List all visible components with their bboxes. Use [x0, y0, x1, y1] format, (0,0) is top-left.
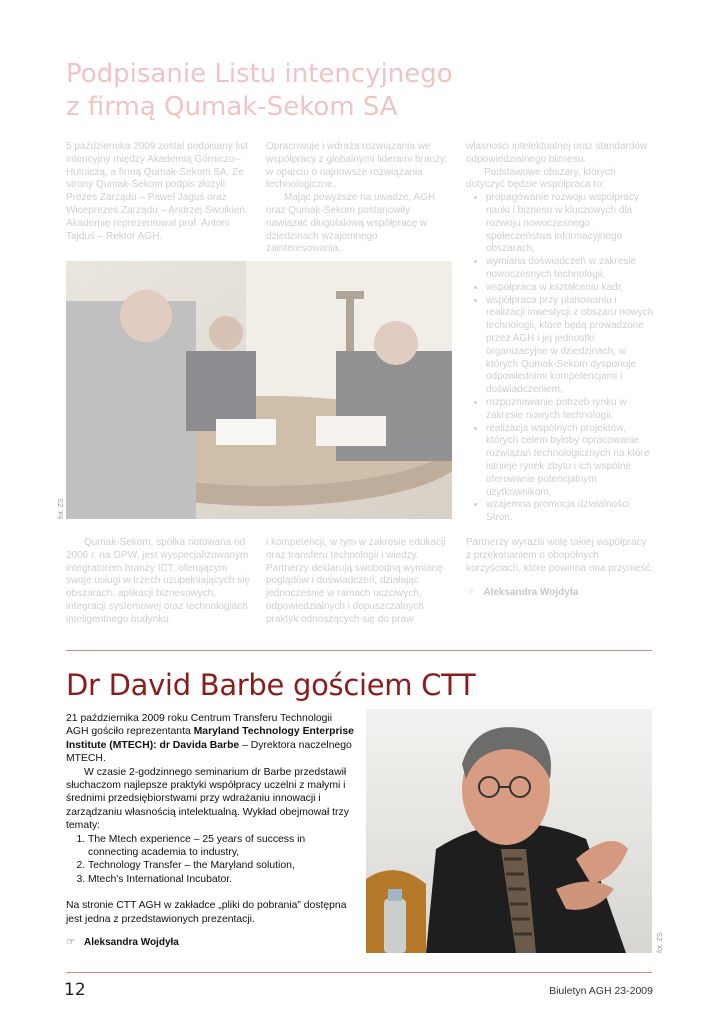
- article1-column-3: [466, 141, 654, 600]
- article1-title-line1: Podpisanie Listu intencyjnego: [66, 59, 453, 89]
- list-item: 2. Technology Transfer – the Maryland solution,: [88, 859, 356, 872]
- article2-p1-guest: Maryland Technology Enterprise Institute (MTECH): dr Davida Barbe: [66, 726, 354, 751]
- speaker-portrait-illustration: [366, 709, 652, 953]
- article1-col2-paragraph-2: Mając powyższe na uwadze, AGH oraz Qumak-Sekom postanowiły nawiązać długofalową współpracę w dziedzinach wzajemnego zainteresowania.: [266, 192, 436, 255]
- article1-col3-paragraph-1: własności intelektualnej oraz standardów odpowiedzialnego biznesu.: [466, 141, 648, 165]
- article1-title-line2: z firmą Qumak-Sekom SA: [66, 92, 398, 122]
- article1-photo-credit: fot. ZS: [58, 498, 65, 519]
- list-item: • współpraca w kształceniu kadr,: [486, 282, 654, 295]
- signing-ceremony-illustration: [66, 261, 452, 519]
- article1-col2-paragraph-1: Opracowuje i wdraża rozwiązania we współpracy z globalnymi liderami branży, w oparciu o najnowsze rozwiązania technologiczne.: [266, 141, 447, 191]
- list-item: • propagowanie rozwoju współpracy nauki i biznesu w kluczowych dla rozwoju nowoczesnego społeczeństwa informacyjnego obszarach,: [486, 192, 654, 256]
- section-divider: [66, 650, 652, 651]
- list-item: • wymiana doświadczeń w zakresie nowoczesnych technologii,: [486, 256, 654, 282]
- article2-author: Aleksandra Wojdyła: [84, 937, 179, 949]
- article1-lower-col1-paragraph: Qumak-Sekom, spółka notowana od 2006 r. na GPW, jest wyspecjalizowanym integratorem branży ICT, oferującym swoje usługi w trzech uzupełniających się obszarach: aplikacji biznesowych, integracji systemowej oraz technologiach inteligentnego budynku: [66, 537, 250, 625]
- article1-col1-paragraph: 5 października 2009 zostal podpisany list intencyjny między Akademią Górniczo--Hutniczą, a firmą Qumak-Sekom SA. Ze strony Qumak-Sekom podpis złożyli Prezes Zarządu – Paweł Jaguś oraz Wiceprezes Zarządu – Andrzej Swolkień. Akademię reprezentował prof. Antoni Tajduś – Rektor AGH.: [66, 141, 248, 242]
- article1-column-2: [266, 141, 452, 256]
- article1-col3-closing: Partnerzy wyrazili wolę takiej współpracy z przekonaniem o obopólnych korzyściach, które powinna ona przynieść.: [466, 536, 654, 574]
- article2-paragraph-2: W czasie 2-godzinnego seminarium dr Barbe przedstawił słuchaczom najlepsze praktyki współpracy uczelni z małymi i średnimi przedsiębiorstwami przy wdrażaniu innowacji i zarządzaniu własnością intelektualną. Wykład obejmował trzy tematy:: [66, 766, 349, 832]
- list-item: • współpraca przy planowaniu i realizacji inwestycji z obszaru nowych technologii, które będą prowadzone przez AGH i jej jednostki organizacyjne w dziedzinach, w których Qumak-Sekom dysponuje odpowiednimi kompetencjami i doświadczeniem,: [486, 295, 654, 397]
- page-number: 12: [64, 980, 86, 1000]
- article1-signature: [466, 587, 654, 600]
- article2-title: Dr David Barbe gościem CTT: [66, 668, 476, 702]
- article2-p1-intro: 21 października 2009 roku Centrum Transferu Technologii AGH gościło reprezentanta: [66, 713, 333, 738]
- article1-title: [66, 58, 486, 124]
- article1-lower-column-2: [266, 537, 452, 627]
- article1-author: Aleksandra Wojdyła: [483, 587, 579, 599]
- article2-topics-list: [66, 833, 356, 887]
- footer-divider: [66, 972, 652, 973]
- article2-signature: [66, 936, 356, 949]
- article2-photo-credit: fot. ZS: [657, 932, 664, 953]
- signing-ceremony-photo: [66, 261, 452, 519]
- article1-cooperation-list: [466, 192, 654, 525]
- list-item: • wzajemna promocja działalności Stron.: [486, 499, 654, 525]
- article2-paragraph-3: Na stronie CTT AGH w zakładce „pliki do pobrania” dostępna jest jedna z przedstawionych prezentacji.: [66, 900, 347, 925]
- list-item: • realizacja wspólnych projektów, których celem byłoby opracowanie rozwiązań technologicznych na które istnieje rynek zbytu i ich wspólne oferowanie potencjalnym użytkownikom,: [486, 423, 654, 500]
- hand-pointer-icon: ☞: [66, 937, 76, 949]
- article1-column-1: [66, 141, 250, 243]
- list-item: 3. Mtech's International Incubator.: [88, 873, 356, 886]
- article2-paragraph-1: [66, 712, 356, 766]
- hand-pointer-icon: ☞: [466, 587, 475, 599]
- article1-col3-paragraph-2: Podstawowe obszary, których dotyczyć będzie współpraca to:: [466, 166, 616, 191]
- article1-lower-column-1: [66, 537, 250, 627]
- david-barbe-photo: [366, 709, 652, 953]
- article1-lower-col2-paragraph: i kompetencji, w tym w zakresie edukacji oraz transferu technologii i wiedzy. Partnerzy deklarują swobodną wymianę poglądów i doświadczeń, działając jednocześnie w ramach uczciwych, odpowiedzialnych i dopuszczalnych praktyk odnoszących się do praw: [266, 537, 446, 625]
- article2-body: [66, 712, 356, 950]
- list-item: • rozpoznawanie potrzeb rynku w zakresie nowych technologii,: [486, 397, 654, 423]
- article2-p1-role: – Dyrektora naczelnego MTECH.: [66, 739, 352, 765]
- list-item: 1. The Mtech experience – 25 years of success in connecting academia to industry,: [88, 833, 356, 860]
- publication-name: Biuletyn AGH 23-2009: [549, 985, 653, 997]
